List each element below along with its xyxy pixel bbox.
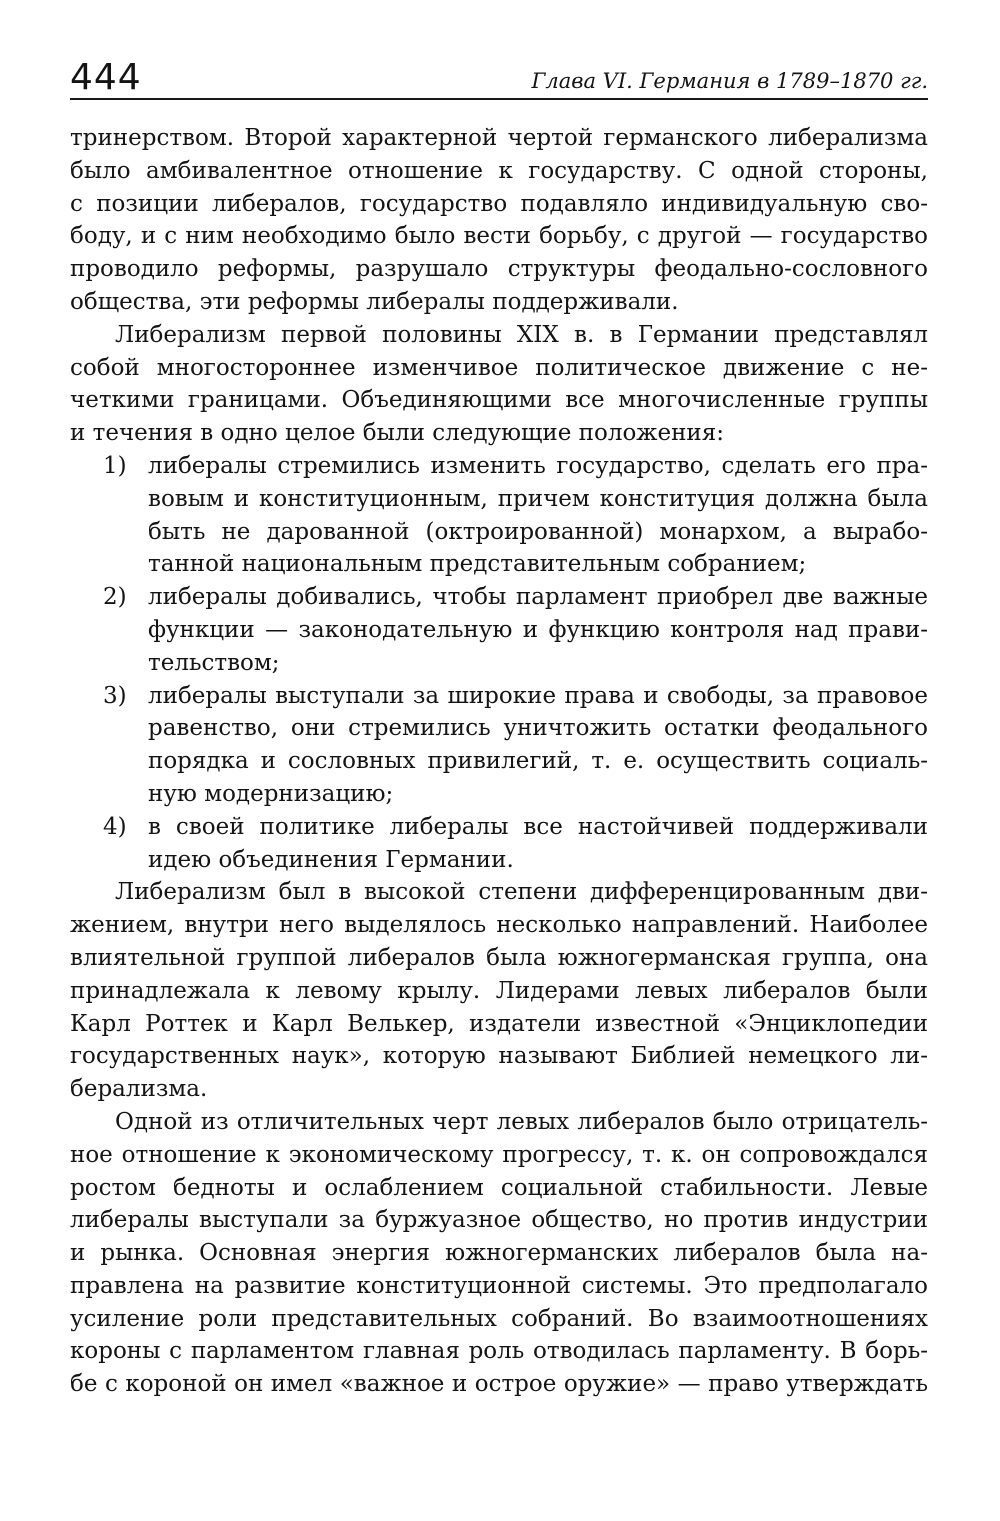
text-line: тельством;	[148, 649, 280, 676]
book-page	[70, 52, 928, 1401]
list-number: 4)	[103, 813, 127, 840]
list-item-1	[70, 450, 928, 581]
text-line: общества, эти реформы либералы поддерживали.	[70, 288, 679, 315]
text-line: либералы добивались, чтобы парламент приобрел две важные	[148, 584, 928, 611]
text-line: вовым и конституционным, причем конституция должна была	[148, 485, 928, 512]
text-line: Либерализм первой половины XIX в. в Германии представлял	[115, 321, 928, 348]
page-header	[70, 52, 928, 100]
list-number: 2)	[103, 584, 127, 611]
text-line: бе с короной он имел «важное и острое оружие» — право утверждать	[70, 1371, 928, 1398]
text-line: порядка и сословных привилегий, т. е. осуществить социаль-	[148, 748, 928, 775]
text-line: жением, внутри него выделялось несколько направлений. Наиболее	[70, 912, 928, 939]
text-line: в своей политике либералы все настойчивей поддерживали	[148, 813, 928, 840]
text-line: собой многостороннее изменчивое политическое движение с не-	[70, 354, 928, 381]
text-line: было амбивалентное отношение к государству. С одной стороны,	[70, 157, 928, 184]
text-line: Карл Роттек и Карл Велькер, издатели известной «Энциклопедии	[70, 1010, 928, 1037]
text-line: с позиции либералов, государство подавляло индивидуальную сво-	[70, 190, 928, 217]
text-line: функции — законодательную и функцию контроля над прави-	[148, 616, 928, 643]
text-line: тринерством. Второй характерной чертой германского либерализма	[70, 125, 928, 151]
body-text	[70, 122, 928, 1401]
running-head: Глава VI. Германия в 1789–1870 гг.	[531, 69, 928, 93]
list-item-4	[70, 811, 928, 877]
paragraph-1	[70, 122, 928, 319]
list-number: 1)	[103, 452, 127, 479]
text-line: танной национальным представительным собранием;	[148, 551, 807, 578]
list-item-2	[70, 581, 928, 679]
text-line: берализма.	[70, 1076, 208, 1103]
text-line: и рынка. Основная энергия южногерманских либералов была на-	[70, 1240, 928, 1267]
page-number: 444	[70, 57, 142, 98]
text-line: ное отношение к экономическому прогрессу, т. к. он сопровождался	[70, 1141, 928, 1168]
text-line: ростом бедноты и ослаблением социальной стабильности. Левые	[70, 1174, 928, 1201]
text-line: влиятельной группой либералов была южногерманская группа, она	[70, 944, 928, 971]
text-line: проводило реформы, разрушало структуры феодально-сословного	[70, 256, 928, 283]
text-line: быть не дарованной (октроированной) монархом, а вырабо-	[148, 518, 928, 545]
text-line: либералы выступали за буржуазное общество, но против индустрии	[70, 1207, 928, 1234]
text-line: либералы стремились изменить государство, сделать его пра-	[148, 452, 928, 479]
text-line: правлена на развитие конституционной системы. Это предполагало	[70, 1272, 928, 1299]
text-line: принадлежала к левому крылу. Лидерами левых либералов были	[70, 977, 928, 1004]
text-line: короны с парламентом главная роль отводилась парламенту. В борь-	[70, 1338, 928, 1365]
text-line: четкими границами. Объединяющими все многочисленные группы	[70, 387, 928, 414]
list-item-3	[70, 680, 928, 811]
text-line: государственных наук», которую называют Библией немецкого ли-	[70, 1043, 928, 1070]
text-line: и течения в одно целое были следующие положения:	[70, 420, 724, 447]
text-line: усиление роли представительных собраний. Во взаимоотношениях	[70, 1305, 928, 1332]
paragraph-3	[70, 876, 928, 1106]
text-line: Либерализм был в высокой степени дифференцированным дви-	[115, 879, 928, 906]
text-line: боду, и с ним необходимо было вести борьбу, с другой — государство	[70, 223, 928, 250]
text-line: равенство, они стремились уничтожить остатки феодального	[148, 715, 928, 742]
list-number: 3)	[103, 682, 127, 709]
text-line: ную модернизацию;	[148, 780, 394, 807]
numbered-list	[70, 450, 928, 876]
paragraph-2	[70, 319, 928, 450]
text-line: идею объединения Германии.	[148, 846, 514, 873]
text-line: либералы выступали за широкие права и свободы, за правовое	[148, 682, 928, 709]
paragraph-4	[70, 1106, 928, 1401]
text-line: Одной из отличительных черт левых либералов было отрицатель-	[115, 1108, 928, 1135]
